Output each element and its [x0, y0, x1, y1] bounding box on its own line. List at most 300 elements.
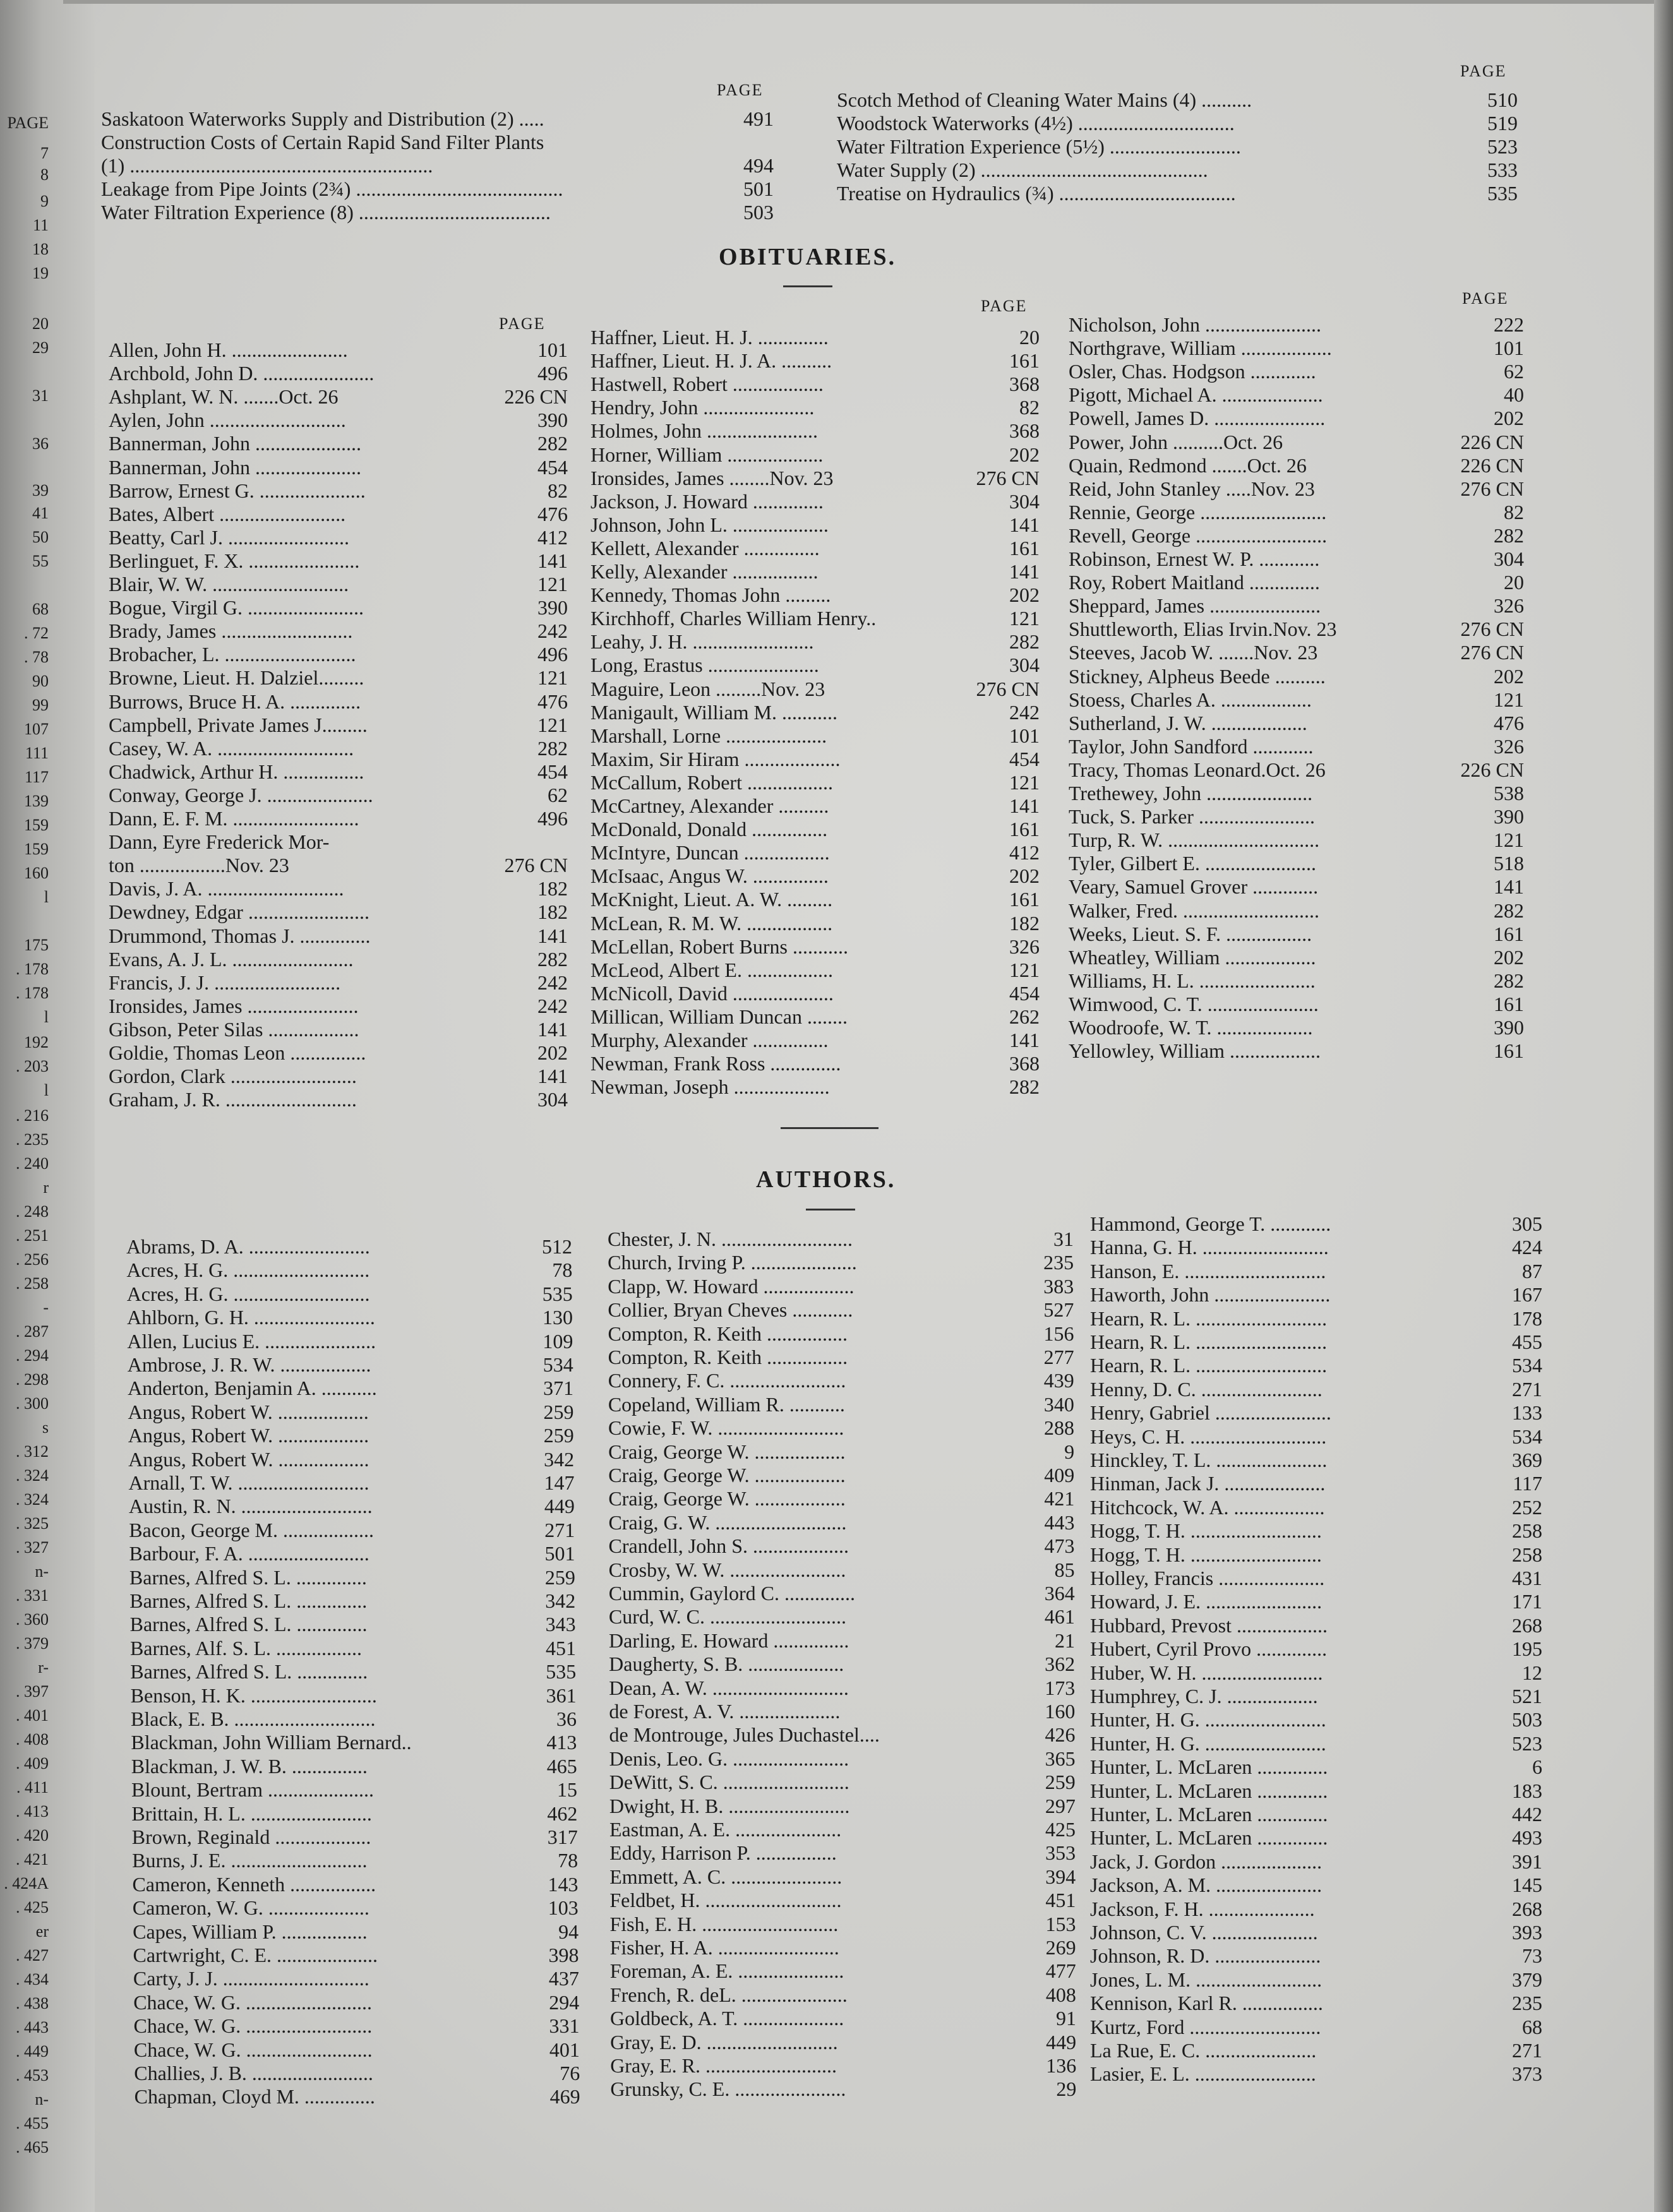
entry-page-number: 512 — [542, 1235, 572, 1258]
entry-page-number: 78 — [552, 1258, 573, 1282]
entry-page-number: 141 — [1009, 513, 1040, 536]
entry-page-number: 271 — [544, 1518, 575, 1541]
entry-title: Jackson, J. Howard .............. — [591, 489, 824, 513]
entry-page-number: 141 — [537, 549, 568, 572]
entry-page-number: 259 — [543, 1400, 574, 1423]
entry-title: Cartwright, C. E. .................... — [133, 1944, 378, 1966]
entry-title: Brady, James .......................... — [109, 619, 353, 643]
index-entry — [109, 760, 568, 783]
index-entry — [591, 841, 1040, 864]
entry-page-number: 494 — [743, 154, 774, 177]
index-entry — [128, 1424, 574, 1447]
entry-title: Henny, D. C. ........................ — [1090, 1377, 1322, 1401]
entry-page-number: 182 — [537, 900, 568, 924]
margin-number: . 409 — [16, 1754, 49, 1773]
entry-title: Hubert, Cyril Provo .............. — [1090, 1637, 1328, 1661]
entry-page-number: 103 — [548, 1896, 579, 1920]
index-entry — [128, 1448, 574, 1471]
entry-page-number: 401 — [549, 2038, 580, 2061]
margin-number: 18 — [32, 240, 49, 258]
entry-page-number: 121 — [1494, 688, 1524, 711]
entry-title: Chace, W. G. ......................... — [133, 2038, 373, 2061]
index-entry — [1069, 571, 1524, 594]
index-entry — [109, 1088, 568, 1111]
entry-title: Compton, R. Keith ................ — [608, 1346, 848, 1368]
margin-number: 41 — [32, 504, 49, 522]
entry-title: Darling, E. Howard ............... — [609, 1629, 849, 1652]
entry-title: Rennie, George ......................... — [1069, 500, 1327, 523]
entry-title: Turp, R. W. .............................. — [1069, 828, 1320, 852]
entry-page-number: 121 — [537, 573, 568, 595]
entry-page-number: 533 — [1487, 158, 1518, 181]
entry-title: Hunter, H. G. ........................ — [1090, 1708, 1326, 1731]
entry-title: Haffner, Lieut. H. J. .............. — [591, 326, 829, 349]
entry-page-number: 21 — [1055, 1629, 1076, 1652]
entry-title: Church, Irving P. ..................... — [608, 1251, 857, 1274]
entry-page-number: 101 — [1009, 724, 1040, 747]
entry-page-number: 226 CN — [1460, 453, 1524, 477]
entry-title: Barrow, Ernest G. ..................... — [109, 479, 366, 502]
entry-title: Grunsky, C. E. ...................... — [610, 2077, 846, 2101]
entry-page-number: 282 — [537, 736, 568, 760]
entry-page-number: 326 — [1009, 935, 1040, 958]
entry-title: Holmes, John ...................... — [591, 419, 818, 443]
entry-title: Burns, J. E. ........................... — [132, 1849, 368, 1872]
index-entry — [608, 1251, 1074, 1274]
margin-number: . 443 — [16, 2018, 49, 2036]
entry-title: McKnight, Lieut. A. W. ......... — [591, 888, 833, 911]
entry-title: Conway, George J. ..................... — [109, 783, 373, 806]
entry-title: Ashplant, W. N. .......Oct. 26 — [109, 385, 339, 409]
margin-number: 7 — [40, 144, 49, 162]
entry-title: Capes, William P. ................. — [133, 1920, 368, 1943]
margin-number: . 455 — [16, 2114, 49, 2132]
index-entry — [609, 1913, 1076, 1935]
entry-title: Angus, Robert W. .................. — [128, 1447, 369, 1471]
index-entry — [591, 982, 1040, 1005]
entry-page-number: 455 — [1512, 1330, 1542, 1353]
entry-title: Long, Erastus ...................... — [591, 654, 819, 677]
index-entry — [109, 854, 568, 876]
entry-page-number: 268 — [1512, 1613, 1542, 1637]
margin-number: . 72 — [24, 624, 49, 642]
entry-title: Taylor, John Sandford ............ — [1069, 734, 1314, 758]
index-entry — [126, 1258, 572, 1281]
index-entry — [1069, 407, 1524, 429]
entry-page-number: 202 — [1009, 864, 1040, 888]
index-entry — [1090, 1472, 1542, 1495]
entry-page-number: 141 — [1494, 875, 1524, 899]
entry-page-number: 297 — [1045, 1794, 1076, 1817]
entry-page-number: 368 — [1009, 419, 1040, 443]
margin-number: . 438 — [16, 1994, 49, 2012]
entry-page-number: 82 — [1504, 500, 1524, 523]
entry-title: Graham, J. R. .......................... — [109, 1088, 357, 1111]
entry-title: Bogue, Virgil G. ....................... — [109, 596, 364, 619]
entry-title: Hunter, L. McLaren .............. — [1090, 1803, 1328, 1826]
entry-title: Johnson, C. V. ..................... — [1090, 1921, 1318, 1944]
entry-page-number: 326 — [1494, 594, 1524, 618]
index-entry — [1069, 501, 1524, 523]
index-entry — [610, 2054, 1076, 2077]
margin-number: l — [44, 1081, 49, 1099]
entry-title: Water Filtration Experience (5½) .......................... — [837, 135, 1241, 158]
index-entry — [591, 349, 1040, 372]
entry-title: Chapman, Cloyd M. .............. — [134, 2085, 375, 2108]
entry-title: Gray, E. R. .......................... — [610, 2054, 837, 2077]
index-entry — [591, 1052, 1040, 1075]
index-entry — [127, 1330, 573, 1353]
entry-page-number: 161 — [1494, 992, 1524, 1015]
entry-page-number: 145 — [1512, 1874, 1542, 1897]
index-entry — [609, 1747, 1076, 1770]
index-entry — [591, 748, 1040, 770]
index-entry — [1090, 1496, 1542, 1519]
index-entry — [591, 678, 1040, 700]
entry-page-number: 454 — [537, 760, 568, 783]
entry-page-number: 510 — [1487, 88, 1518, 111]
index-entry — [109, 1041, 568, 1064]
entry-page-number: 147 — [544, 1471, 575, 1494]
entry-page-number: 109 — [543, 1329, 573, 1353]
index-entry — [109, 830, 568, 853]
margin-number: 160 — [24, 864, 49, 882]
entry-page-number: 130 — [543, 1306, 573, 1329]
index-entry — [591, 630, 1040, 653]
entry-page-number: 242 — [537, 994, 568, 1017]
entry-title: Crandell, John S. ................... — [608, 1534, 849, 1558]
index-entry — [610, 2077, 1076, 2100]
index-entry — [131, 1684, 577, 1707]
entry-page-number: 121 — [537, 713, 568, 736]
entry-page-number: 269 — [1045, 1936, 1076, 1959]
entry-title: Jones, L. M. ......................... — [1090, 1968, 1322, 1991]
entry-page-number: 62 — [548, 783, 568, 806]
index-entry — [1069, 782, 1524, 804]
entry-title: Maxim, Sir Hiram ................... — [591, 747, 841, 770]
index-entry — [134, 2038, 580, 2061]
entry-page-number: 409 — [1044, 1464, 1075, 1486]
margin-number: 139 — [24, 792, 49, 810]
entry-page-number: 259 — [543, 1424, 574, 1447]
index-entry — [1090, 1708, 1542, 1731]
margin-number: . 427 — [16, 1946, 49, 1964]
entry-title: Henry, Gabriel ....................... — [1090, 1401, 1331, 1425]
entry-title: Holley, Francis ..................... — [1090, 1567, 1325, 1589]
entry-title: Manigault, William M. ........... — [591, 700, 837, 724]
entry-title: Dann, E. F. M. ......................... — [109, 807, 359, 830]
margin-number: . 256 — [16, 1250, 49, 1269]
margin-number: 90 — [32, 672, 49, 690]
index-entry — [591, 373, 1040, 395]
margin-number: s — [42, 1418, 49, 1437]
entry-page-number: 136 — [1046, 2054, 1077, 2077]
entry-page-number: 496 — [537, 362, 568, 385]
entry-title: Cameron, Kenneth ................. — [132, 1872, 376, 1896]
entry-page-number: 391 — [1512, 1850, 1542, 1873]
entry-page-number: 369 — [1512, 1449, 1542, 1471]
entry-page-number: 368 — [1009, 1052, 1040, 1075]
entry-title: Osler, Chas. Hodgson ............. — [1069, 360, 1316, 383]
index-entry — [1090, 1850, 1542, 1873]
entry-page-number: 476 — [1494, 711, 1524, 734]
entry-page-number: 449 — [544, 1495, 575, 1518]
entry-page-number: 413 — [546, 1731, 577, 1754]
entry-title: Huber, W. H. ........................ — [1090, 1661, 1323, 1684]
margin-number: . 325 — [16, 1514, 49, 1533]
entry-page-number: 393 — [1512, 1921, 1542, 1944]
margin-number: 107 — [24, 720, 49, 738]
entry-page-number: 523 — [1512, 1731, 1542, 1755]
entry-title: Dwight, H. B. ........................ — [609, 1794, 850, 1817]
index-entry — [609, 1629, 1075, 1652]
entry-title: La Rue, E. C. ...................... — [1090, 2039, 1317, 2062]
margin-number: . 178 — [16, 960, 49, 978]
index-entry — [608, 1369, 1074, 1392]
entry-title: Robinson, Ernest W. P. ............ — [1069, 547, 1320, 570]
entry-title: Aylen, John ........................... — [109, 409, 346, 432]
entry-page-number: 503 — [743, 201, 774, 224]
entry-title: Francis, J. J. ......................... — [109, 971, 341, 994]
index-entry — [131, 1802, 577, 1825]
entry-page-number: 82 — [548, 479, 568, 502]
entry-title: Drummond, Thomas J. .............. — [109, 924, 371, 947]
entry-page-number: 242 — [1009, 700, 1040, 724]
entry-page-number: 276 CN — [1460, 477, 1524, 500]
entry-page-number: 141 — [1009, 1029, 1040, 1051]
entry-title: Browne, Lieut. H. Dalziel......... — [109, 666, 364, 690]
entry-page-number: 390 — [1494, 1016, 1524, 1039]
margin-number: . 294 — [16, 1346, 49, 1365]
entry-title: McLeod, Albert E. ................. — [591, 958, 833, 981]
index-entry — [129, 1495, 575, 1517]
entry-title: French, R. deL. ..................... — [609, 1983, 848, 2006]
margin-number: 68 — [32, 600, 49, 618]
entry-page-number: 141 — [537, 1065, 568, 1088]
index-entry — [1069, 758, 1524, 781]
entry-title: Sheppard, James ...................... — [1069, 594, 1321, 618]
entry-page-number: 521 — [1512, 1685, 1542, 1707]
entry-title: Compton, R. Keith ................ — [608, 1322, 848, 1345]
entry-title: Black, E. B. ............................ — [131, 1707, 376, 1730]
margin-number: . 240 — [16, 1154, 49, 1173]
entry-page-number: 78 — [558, 1849, 579, 1872]
margin-number: l — [44, 888, 49, 906]
entry-title: Connery, F. C. ....................... — [608, 1369, 846, 1392]
margin-number: . 397 — [16, 1682, 49, 1701]
entry-page-number: 195 — [1512, 1637, 1542, 1661]
index-entry — [609, 1889, 1076, 1911]
entry-title: Hastwell, Robert .................. — [591, 373, 824, 396]
entry-page-number: 379 — [1512, 1968, 1542, 1991]
entry-page-number: 390 — [1494, 805, 1524, 828]
entry-page-number: 252 — [1512, 1495, 1542, 1519]
entry-title: McCallum, Robert ................. — [591, 770, 833, 794]
entry-page-number: 454 — [1009, 981, 1040, 1005]
entry-title: Revell, George .......................... — [1069, 523, 1328, 547]
index-entry — [1090, 1944, 1542, 1967]
entry-page-number: 390 — [537, 409, 568, 432]
margin-number: 50 — [32, 528, 49, 546]
entry-title: Jackson, A. M. ..................... — [1090, 1874, 1322, 1897]
index-entry — [1090, 1614, 1542, 1637]
index-entry — [591, 396, 1040, 419]
entry-title: Craig, George W. .................. — [608, 1464, 846, 1486]
entry-title: Newman, Joseph ................... — [591, 1075, 830, 1099]
entry-title: Hunter, H. G. ........................ — [1090, 1731, 1326, 1755]
entry-title: Kirchhoff, Charles William Henry.. — [591, 607, 877, 630]
index-entry — [591, 490, 1040, 513]
index-entry — [1069, 899, 1524, 922]
entry-title: Foreman, A. E. ..................... — [609, 1959, 844, 1983]
entry-page-number: 85 — [1054, 1558, 1075, 1581]
index-entry — [591, 443, 1040, 466]
margin-number: 9 — [40, 192, 49, 210]
index-entry — [109, 948, 568, 971]
index-entry — [129, 1471, 575, 1494]
entry-page-number: 282 — [1494, 969, 1524, 992]
entry-page-number: 439 — [1043, 1369, 1074, 1392]
entry-page-number: 259 — [544, 1565, 575, 1589]
entry-title: Dann, Eyre Frederick Mor- — [109, 830, 330, 854]
page-label: PAGE — [981, 297, 1028, 315]
index-entry — [1069, 923, 1524, 945]
entry-page-number: 141 — [537, 924, 568, 947]
entry-page-number: 15 — [557, 1778, 578, 1802]
entry-page-number: 101 — [537, 338, 568, 361]
entry-title: Lasier, E. L. ........................ — [1090, 2062, 1316, 2086]
entry-page-number: 222 — [1494, 313, 1524, 336]
entry-title: McNicoll, David .................... — [591, 981, 834, 1005]
entry-title: Hearn, R. L. .......................... — [1090, 1306, 1328, 1330]
entry-title: Leahy, J. H. ........................ — [591, 630, 814, 654]
entry-title: (1) ............................................................ — [101, 154, 433, 177]
entry-title: Woodroofe, W. T. ................... — [1069, 1016, 1313, 1039]
index-entry — [109, 924, 568, 947]
entry-page-number: 476 — [537, 502, 568, 525]
entry-title: Chace, W. G. ......................... — [133, 1990, 372, 2014]
entry-title: McCartney, Alexander .......... — [591, 794, 829, 817]
entry-page-number: 535 — [1487, 182, 1518, 205]
entry-page-number: 421 — [1044, 1487, 1075, 1510]
margin-number: . 300 — [16, 1394, 49, 1413]
index-entry — [1069, 993, 1524, 1015]
entry-page-number: 304 — [1009, 489, 1040, 513]
index-entry — [109, 456, 568, 479]
entry-title: Cowie, F. W. ......................... — [608, 1416, 844, 1440]
heading-rule — [783, 285, 832, 287]
entry-title: Angus, Robert W. .................. — [128, 1400, 369, 1423]
entry-title: Stickney, Alpheus Beede .......... — [1069, 664, 1326, 688]
margin-number: . 453 — [16, 2066, 49, 2084]
entry-page-number: 412 — [1009, 841, 1040, 864]
entry-title: Curd, W. C. ........................... — [608, 1605, 846, 1629]
index-entry — [1069, 712, 1524, 734]
entry-title: Barnes, Alf. S. L. ................. — [129, 1636, 363, 1659]
index-entry — [109, 385, 568, 408]
entry-page-number: 390 — [537, 596, 568, 619]
entry-title: Tracy, Thomas Leonard.Oct. 26 — [1069, 758, 1326, 781]
entry-page-number: 259 — [1045, 1771, 1076, 1794]
entry-title: McIntyre, Duncan ................. — [591, 841, 830, 864]
entry-title: Collier, Bryan Cheves ............ — [608, 1298, 853, 1322]
index-entry — [591, 607, 1040, 630]
entry-title: Archbold, John D. ...................... — [109, 362, 375, 385]
index-entry — [608, 1440, 1074, 1463]
index-entry — [109, 526, 568, 549]
entry-page-number: 425 — [1045, 1818, 1076, 1841]
index-entry — [591, 326, 1040, 349]
margin-number: . 408 — [16, 1730, 49, 1749]
entry-title: Treatise on Hydraulics (¾) ................................... — [837, 182, 1236, 205]
margin-number: 117 — [24, 768, 49, 786]
entry-title: Goldbeck, A. T. .................... — [609, 2007, 844, 2030]
entry-title: McLellan, Robert Burns ........... — [591, 935, 848, 958]
index-entry — [109, 362, 568, 385]
entry-title: Arnall, T. W. .......................... — [128, 1471, 369, 1494]
index-entry — [609, 1558, 1075, 1581]
index-entry — [109, 409, 568, 431]
entry-page-number: 368 — [1009, 373, 1040, 396]
margin-number: . 449 — [16, 2042, 49, 2060]
index-entry — [1069, 1016, 1524, 1039]
entry-title: Berlinguet, F. X. ...................... — [109, 549, 360, 572]
index-entry — [109, 995, 568, 1017]
entry-title: Craig, G. W. .......................... — [608, 1510, 847, 1534]
margin-number: n- — [35, 1562, 49, 1581]
index-entry — [1069, 383, 1524, 406]
index-entry — [837, 88, 1518, 111]
index-entry — [1090, 2039, 1542, 2062]
entry-title: Hanna, G. H. ......................... — [1090, 1236, 1329, 1259]
index-entry — [608, 1464, 1074, 1486]
entry-page-number: 364 — [1044, 1582, 1075, 1605]
entry-title: Johnson, John L. ................... — [591, 513, 829, 536]
entry-title: Leakage from Pipe Joints (2¾) ......................................... — [101, 177, 563, 200]
index-entry — [1069, 735, 1524, 758]
right-edge-shadow — [1654, 0, 1673, 2212]
index-entry — [608, 1487, 1074, 1510]
index-entry — [837, 158, 1518, 181]
entry-page-number: 383 — [1043, 1274, 1074, 1298]
top-edge — [63, 0, 1673, 4]
entry-title: Benson, H. K. ......................... — [130, 1683, 377, 1707]
entry-title: Dewdney, Edgar ........................ — [109, 900, 369, 924]
entry-page-number: 365 — [1045, 1747, 1076, 1770]
entry-page-number: 371 — [543, 1377, 574, 1400]
entry-page-number: 6 — [1532, 1755, 1542, 1779]
authors-heading: AUTHORS. — [756, 1166, 896, 1193]
index-entry — [129, 1566, 575, 1589]
index-entry — [1069, 477, 1524, 500]
entry-title: Construction Costs of Certain Rapid Sand Filter Plants — [101, 131, 544, 153]
index-entry — [133, 1967, 579, 1990]
entry-title: Chester, J. N. .......................... — [608, 1228, 853, 1250]
entry-page-number: 437 — [548, 1967, 579, 1990]
entry-page-number: 226 CN — [1460, 430, 1524, 453]
margin-number: 19 — [32, 264, 49, 282]
index-entry — [608, 1322, 1074, 1345]
entry-page-number: 534 — [1512, 1354, 1542, 1377]
entry-title: Kellett, Alexander ............... — [591, 536, 820, 559]
entry-page-number: 294 — [549, 1990, 580, 2014]
entry-title: Acres, H. G. ........................... — [126, 1258, 370, 1282]
index-entry — [133, 1991, 579, 2014]
entry-title: Murphy, Alexander ............... — [591, 1029, 829, 1051]
index-entry — [1090, 1685, 1542, 1707]
index-entry — [109, 549, 568, 572]
entry-title: Maguire, Leon .........Nov. 23 — [591, 677, 825, 700]
